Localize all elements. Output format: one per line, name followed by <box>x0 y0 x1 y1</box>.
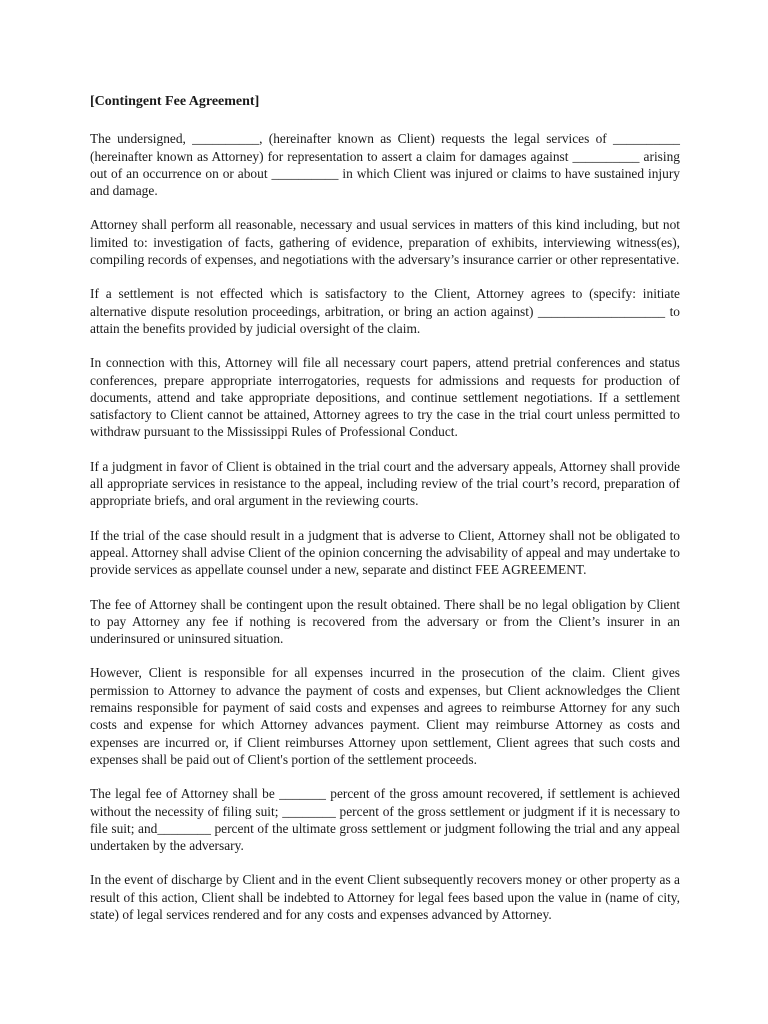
paragraph-services: Attorney shall perform all reasonable, necessary and usual services in matters of this kind including, but not limited to: investigation of facts, gathering of evidence, preparation of exhibits, interviewing witness(es), compiling records of expenses, and negotiations with the adversary’s insurance carrier or other representative. <box>90 217 680 268</box>
document-title: [Contingent Fee Agreement] <box>90 94 260 109</box>
paragraph-discharge: In the event of discharge by Client and in the event Client subsequently recovers money or other property as a result of this action, Client shall be indebted to Attorney for legal fees based upon the value in (name of city, state) of legal services rendered and for any costs and expenses advanced by Attorney. <box>90 872 680 922</box>
paragraph-adverse-judgment: If the trial of the case should result in a judgment that is adverse to Client, Attorney shall not be obligated to appeal. Attorney shall advise Client of the opinion concerning the advisability of appeal and may undertake to provide services as appellate counsel under a new, separate and distinct FEE AGREEMENT. <box>90 527 680 578</box>
paragraph-contingent-fee: The fee of Attorney shall be contingent upon the result obtained. There shall be no legal obligation by Client to pay Attorney any fee if nothing is recovered from the adversary or from the Client’s insurer in an underinsured or uninsured situation. <box>90 596 680 647</box>
paragraph-fee-percentages: The legal fee of Attorney shall be _______ percent of the gross amount recovered, if settlement is achieved without the necessity of filing suit; ________ percent of the gross settlement or judgment if it is necessary to file suit; and________ percent of the ultimate gross settlement or judgment following the trial and any appeal undertaken by the adversary. <box>90 786 680 854</box>
paragraph-expenses: However, Client is responsible for all expenses incurred in the prosecution of the claim. Client gives permission to Attorney to advance the payment of costs and expenses, but Client acknowledges the Client remains responsible for payment of said costs and expenses and agrees to reimburse Attorney for any such costs and expense for which Attorney advances payment. Client may reimburse Attorney as costs and expenses are incurred or, if Client reimburses Attorney upon settlement, Client agrees that such costs and expenses shall be paid out of Client's portion of the settlement proceeds. <box>90 665 680 767</box>
paragraph-settlement: If a settlement is not effected which is satisfactory to the Client, Attorney agrees to (specify: initiate alternative dispute resolution proceedings, arbitration, or bring an action against) ___________________ to attain the benefits provided by judicial oversight of the claim. <box>90 286 680 336</box>
paragraph-appeal-by-adversary: If a judgment in favor of Client is obtained in the trial court and the adversary appeals, Attorney shall provide all appropriate services in resistance to the appeal, including review of the trial court’s record, preparation of appropriate briefs, and oral argument in the reviewing courts. <box>90 458 680 509</box>
paragraph-parties: The undersigned, __________, (hereinafter known as Client) requests the legal services of __________ (hereinafter known as Attorney) for representation to assert a claim for damages against __________ arising out of an occurrence on or about __________ in which Client was injured or claims to have sustained injury and damage. <box>90 131 680 199</box>
paragraph-court-papers: In connection with this, Attorney will file all necessary court papers, attend pretrial conferences and status conferences, prepare appropriate interrogatories, requests for admissions and requests for production of documents, attend and take appropriate depositions, and continue settlement negotiations. If a settlement satisfactory to Client cannot be attained, Attorney agrees to try the case in the trial court unless permitted to withdraw pursuant to the Mississippi Rules of Professional Conduct. <box>90 355 680 440</box>
